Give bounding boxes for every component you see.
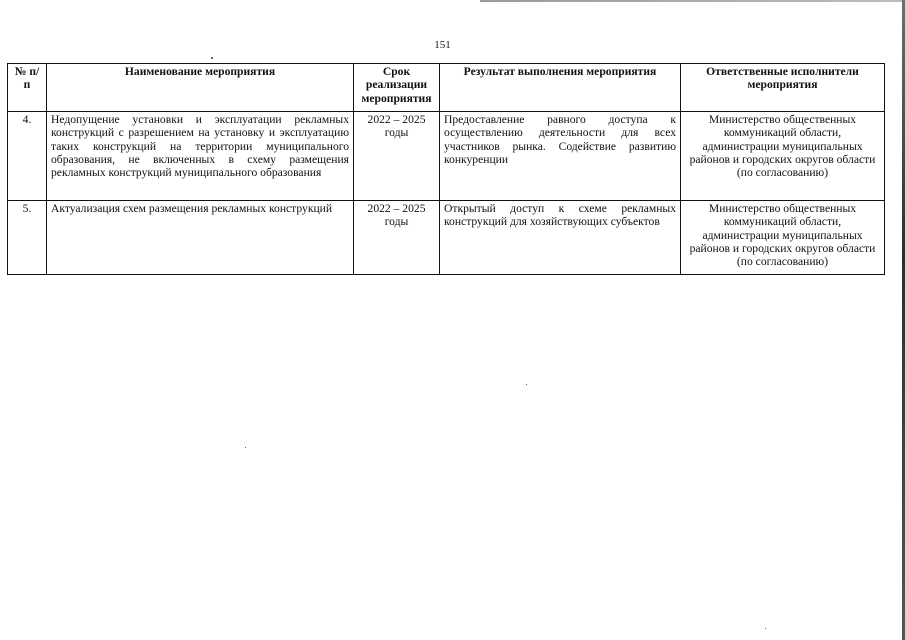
scan-speck <box>245 447 246 448</box>
row-executors: Министерство общественных коммуникаций области, администрации муниципальных районов и городских округов области (по согласованию) <box>681 112 885 201</box>
measures-table <box>7 63 885 275</box>
table-row <box>8 201 885 275</box>
row-term: 2022 – 2025 годы <box>354 201 440 275</box>
scan-speck <box>765 628 766 629</box>
row-result: Предоставление равного доступа к осуществлению деятельности для всех участников рынка. Содействие развитию конкуренции <box>440 112 681 201</box>
scan-speck <box>211 57 213 59</box>
row-number: 5. <box>8 201 47 275</box>
header-number: № п/п <box>8 64 47 112</box>
row-measure-name: Недопущение установки и эксплуатации рекламных конструкций с разрешением на установку и эксплуатацию таких конструкций на территории муниципального образования, не включенных в схему размещения рекламных конструкций муниципального образования <box>47 112 354 201</box>
row-result: Открытый доступ к схеме рекламных конструкций для хозяйствующих субъектов <box>440 201 681 275</box>
row-number: 4. <box>8 112 47 201</box>
row-term: 2022 – 2025 годы <box>354 112 440 201</box>
row-measure-name: Актуализация схем размещения рекламных конструкций <box>47 201 354 275</box>
table-row <box>8 112 885 201</box>
header-result: Результат выполнения мероприятия <box>440 64 681 112</box>
header-term: Срок реализации мероприятия <box>354 64 440 112</box>
table-header-row <box>8 64 885 112</box>
header-executors: Ответственные исполнители мероприятия <box>681 64 885 112</box>
row-executors: Министерство общественных коммуникаций области, администрации муниципальных районов и городских округов области (по согласованию) <box>681 201 885 275</box>
scan-edge-top <box>0 0 905 2</box>
scan-speck <box>526 384 527 385</box>
header-measure-name: Наименование мероприятия <box>47 64 354 112</box>
page-number: 151 <box>434 39 451 51</box>
